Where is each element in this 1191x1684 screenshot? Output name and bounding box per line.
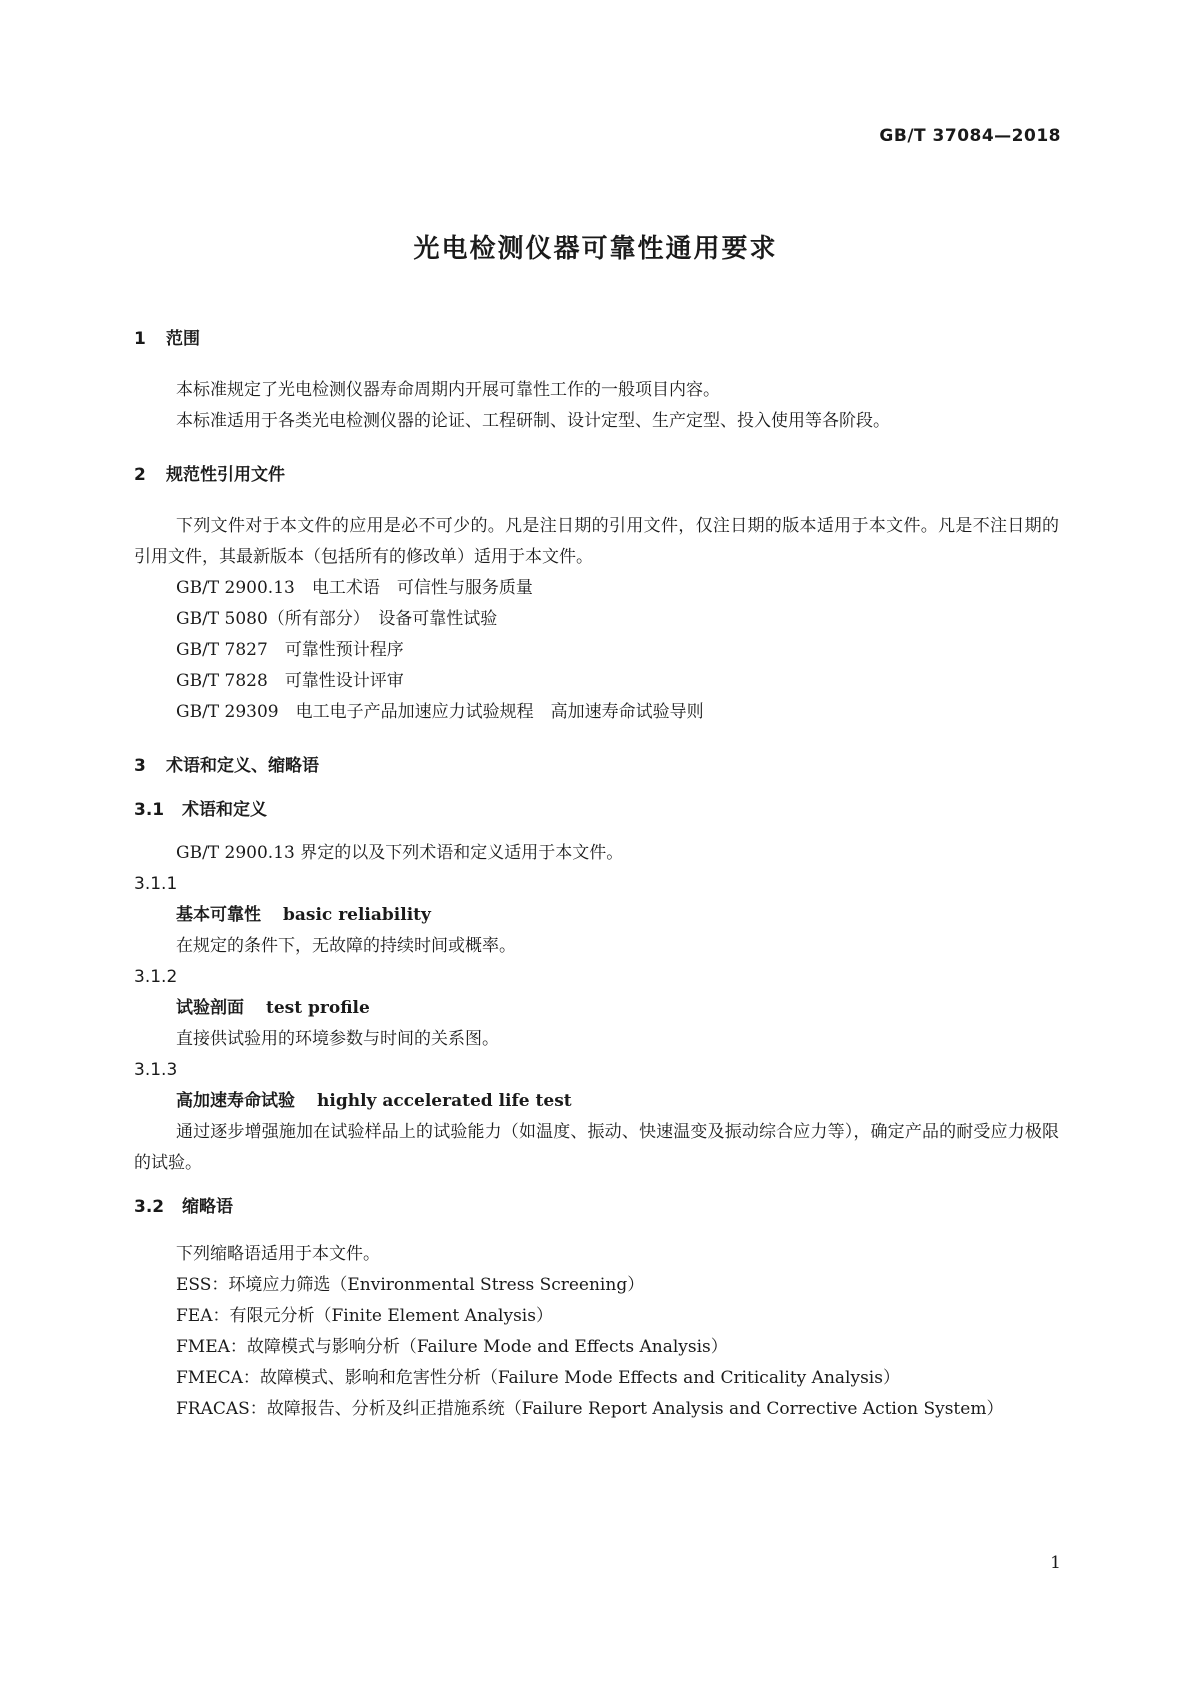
reference-item <box>134 604 1059 635</box>
subsection-title: 缩略语 <box>182 1197 233 1217</box>
term-en: highly accelerated life test <box>317 1091 572 1111</box>
reference-code: GB/T 7828 <box>176 671 268 691</box>
reference-title: 电工术语 可信性与服务质量 <box>311 578 533 598</box>
scope-paragraph-1: 本标准规定了光电检测仪器寿命周期内开展可靠性工作的一般项目内容。 <box>176 380 720 400</box>
term-zh: 高加速寿命试验 <box>176 1091 295 1111</box>
section-3-2-heading <box>134 1193 1059 1221</box>
section-title: 规范性引用文件 <box>166 465 285 485</box>
document-body <box>134 325 1059 1425</box>
reference-item <box>134 666 1059 697</box>
term-heading <box>134 900 1059 931</box>
term-number: 3.1.3 <box>134 1060 178 1080</box>
section-3-1-heading <box>134 796 1059 824</box>
section-1-heading <box>134 325 1059 353</box>
standard-code: GB/T 37084—2018 <box>879 126 1061 146</box>
reference-item <box>134 635 1059 666</box>
terms-intro: GB/T 2900.13 界定的以及下列术语和定义适用于本文件。 <box>176 843 624 863</box>
reference-code: GB/T 2900.13 <box>176 578 295 598</box>
reference-list <box>134 573 1059 728</box>
section-number: 3 <box>134 756 146 776</box>
subsection-number: 3.1 <box>134 800 165 820</box>
section-title: 范围 <box>166 329 200 349</box>
term-definition: 直接供试验用的环境参数与时间的关系图。 <box>176 1029 499 1049</box>
page-number: 1 <box>1050 1553 1061 1573</box>
reference-title: 设备可靠性试验 <box>378 609 498 629</box>
document-title: 光电检测仪器可靠性通用要求 <box>413 234 778 264</box>
term-entry <box>134 869 1059 962</box>
term-zh: 试验剖面 <box>176 998 244 1018</box>
term-zh: 基本可靠性 <box>176 905 261 925</box>
reference-item <box>134 697 1059 728</box>
term-definition: 通过逐步增强施加在试验样品上的试验能力（如温度、振动、快速温变及振动综合应力等），确定产品的耐受应力极限的试验。 <box>134 1122 1059 1173</box>
reference-code: GB/T 5080（所有部分） <box>176 609 362 629</box>
section-2-heading <box>134 461 1059 489</box>
references-intro: 下列文件对于本文件的应用是必不可少的。凡是注日期的引用文件，仅注日期的版本适用于本文件。凡是不注日期的引用文件，其最新版本（包括所有的修改单）适用于本文件。 <box>134 516 1059 567</box>
abbreviations-intro: 下列缩略语适用于本文件。 <box>176 1244 380 1264</box>
subsection-number: 3.2 <box>134 1197 165 1217</box>
abbreviation-item: FMECA：故障模式、影响和危害性分析（Failure Mode Effects and Criticality Analysis） <box>176 1368 900 1388</box>
section-number: 2 <box>134 465 146 485</box>
term-en: basic reliability <box>283 905 431 925</box>
reference-item <box>134 573 1059 604</box>
reference-code: GB/T 7827 <box>176 640 268 660</box>
section-3-heading <box>134 752 1059 780</box>
term-entry <box>134 1055 1059 1179</box>
reference-title: 电工电子产品加速应力试验规程 高加速寿命试验导则 <box>295 702 704 722</box>
section-number: 1 <box>134 329 146 349</box>
scope-paragraph-2: 本标准适用于各类光电检测仪器的论证、工程研制、设计定型、生产定型、投入使用等各阶段。 <box>176 411 890 431</box>
term-number: 3.1.2 <box>134 967 178 987</box>
section-title: 术语和定义、缩略语 <box>166 756 319 776</box>
abbreviation-item: FRACAS：故障报告、分析及纠正措施系统（Failure Report Analysis and Corrective Action System） <box>176 1399 1004 1419</box>
term-definition: 在规定的条件下，无故障的持续时间或概率。 <box>176 936 516 956</box>
subsection-title: 术语和定义 <box>182 800 267 820</box>
abbreviation-item: FMEA：故障模式与影响分析（Failure Mode and Effects Analysis） <box>176 1337 728 1357</box>
term-heading <box>134 1086 1059 1117</box>
abbreviation-item: FEA：有限元分析（Finite Element Analysis） <box>176 1306 553 1326</box>
abbreviation-item: ESS：环境应力筛选（Environmental Stress Screening） <box>176 1275 645 1295</box>
term-heading <box>134 993 1059 1024</box>
reference-title: 可靠性预计程序 <box>284 640 404 660</box>
abbreviation-list <box>134 1270 1059 1425</box>
term-number: 3.1.1 <box>134 874 178 894</box>
reference-code: GB/T 29309 <box>176 702 279 722</box>
term-entry <box>134 962 1059 1055</box>
reference-title: 可靠性设计评审 <box>284 671 404 691</box>
term-en: test profile <box>266 998 370 1018</box>
